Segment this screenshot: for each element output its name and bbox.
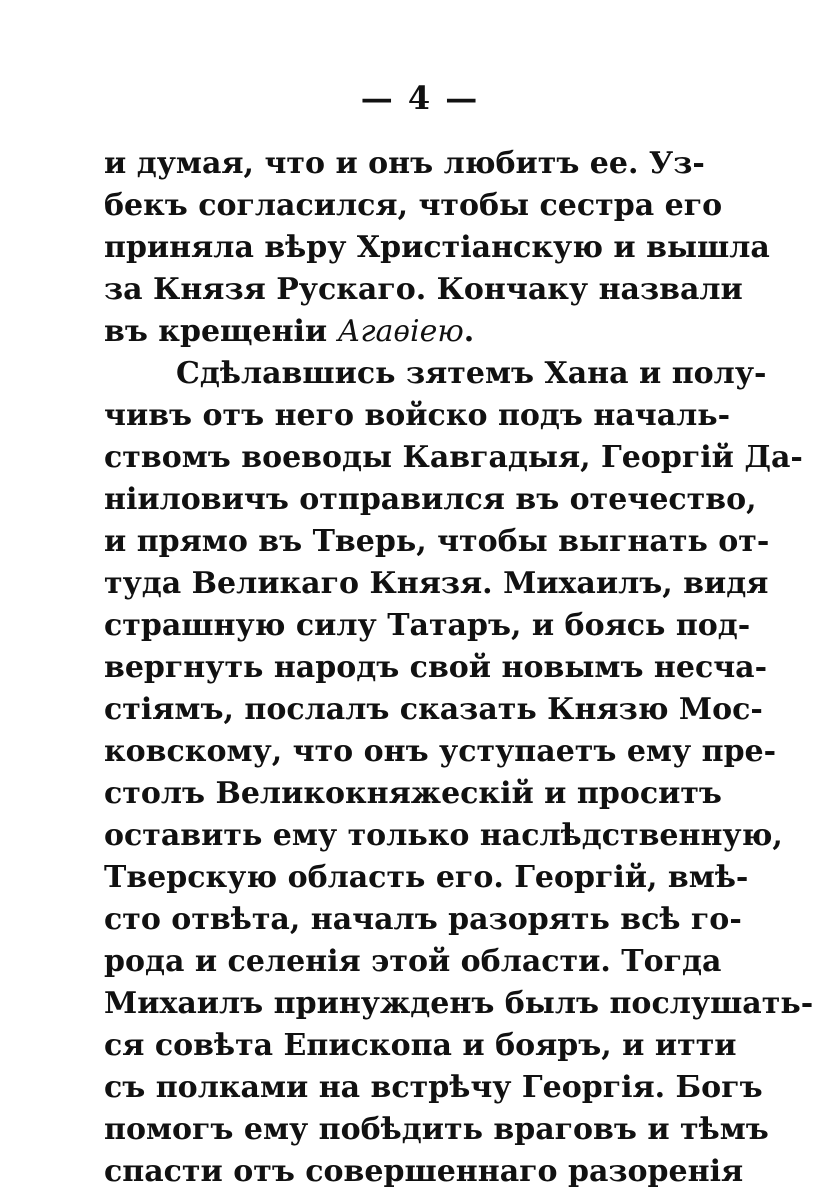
text-line-first: Сдѣлавшись зятемъ Хана и полу-	[176, 356, 767, 391]
text-line: столъ Великокняжескій и проситъ	[104, 776, 722, 811]
text-line: за Князя Рускаго. Кончаку назвали	[104, 272, 743, 307]
text-line: ковскому, что онъ уступаетъ ему пре-	[104, 734, 777, 769]
text-line: чивъ отъ него войско подъ началь-	[104, 398, 731, 433]
text-line: помогъ ему побѣдить враговъ и тѣмъ	[104, 1112, 769, 1147]
body-text	[104, 143, 814, 1193]
text-segment: въ крещеніи	[104, 314, 338, 349]
text-line	[104, 311, 698, 353]
text-line: страшную силу Татаръ, и боясь под-	[104, 608, 751, 643]
text-line: оставить ему только наслѣдственную,	[104, 818, 783, 853]
text-line: и прямо въ Тверь, чтобы выгнать от-	[104, 524, 770, 559]
text-line: съ полками на встрѣчу Георгія. Богъ	[104, 1070, 763, 1105]
text-line: Михаилъ принужденъ былъ послушать-	[104, 986, 814, 1021]
text-line: сто отвѣта, началъ разорять всѣ го-	[104, 902, 742, 937]
text-line: стіямъ, послалъ сказать Князю Мос-	[104, 692, 763, 727]
text-line: Тверскую область его. Георгій, вмѣ-	[104, 860, 749, 895]
text-line: ся совѣта Епископа и бояръ, и итти	[104, 1028, 737, 1063]
text-line: ніиловичъ отправился въ отечество,	[104, 482, 757, 517]
text-line: туда Великаго Князя. Михаилъ, видя	[104, 566, 769, 601]
text-line: рода и селенія этой области. Тогда	[104, 944, 722, 979]
text-line: бекъ согласился, чтобы сестра его	[104, 188, 723, 223]
text-segment: .	[463, 314, 475, 349]
page-number: — 4 —	[360, 79, 480, 117]
text-line: ствомъ воеводы Кавгадыя, Георгій Да-	[104, 440, 803, 475]
italic-name: Агаѳіею	[337, 314, 464, 349]
text-line: вергнуть народъ свой новымъ несча-	[104, 650, 768, 685]
text-line: приняла вѣру Христіанскую и вышла	[104, 230, 770, 265]
text-line: спасти отъ совершеннаго разоренія	[104, 1154, 744, 1189]
text-line: и думая, что и онъ любитъ ее. Уз-	[104, 146, 705, 181]
